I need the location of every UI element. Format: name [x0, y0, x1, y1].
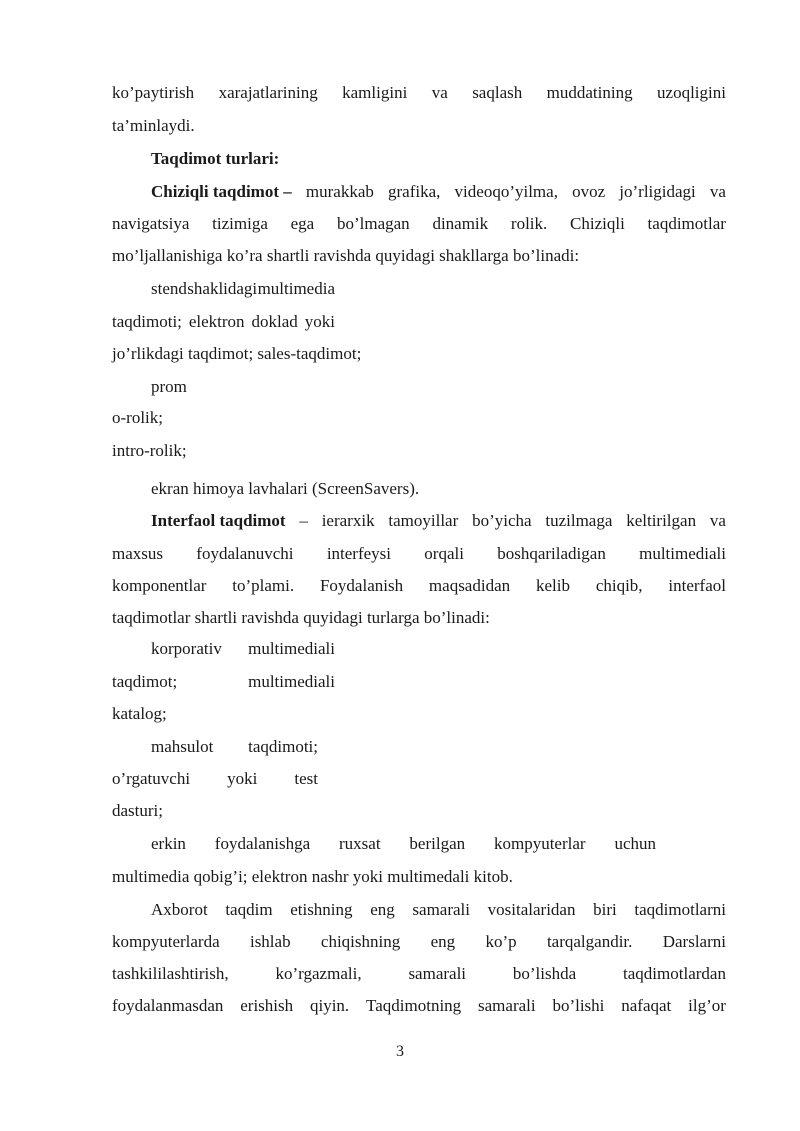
word: elektron — [188, 312, 245, 331]
word: taqdimotlar — [647, 214, 726, 233]
word: tuzilmaga — [545, 511, 613, 530]
word: Darslarni — [662, 932, 726, 951]
word: mahsulot — [151, 737, 214, 756]
word: muddatining — [546, 83, 633, 102]
word: xarajatlarining — [218, 83, 318, 102]
word: eng — [430, 932, 456, 951]
word: uchun — [614, 834, 656, 853]
word: taqdimotlarni — [634, 900, 726, 919]
word: multimedia — [257, 279, 335, 298]
word: nafaqat — [621, 996, 672, 1015]
word: taqdimoti; — [112, 312, 182, 331]
word: kamligini — [342, 83, 408, 102]
word: dinamik — [432, 214, 489, 233]
word: multimediali — [248, 639, 335, 658]
text-line — [112, 82, 726, 104]
text-line: taqdimotlar shartli ravishda quyidagi turlarga bo’linadi: — [112, 608, 490, 627]
word: samarali — [408, 964, 467, 983]
word: test — [294, 769, 318, 788]
word: ko’paytirish — [112, 83, 195, 102]
word: uzoqligini — [657, 83, 726, 102]
word: Foydalanish — [319, 576, 404, 595]
word: berilgan — [409, 834, 466, 853]
list-item — [151, 736, 318, 758]
word: ierarxik — [321, 511, 375, 530]
word: erkin — [151, 834, 186, 853]
list-item: intro-rolik; — [112, 441, 187, 460]
word: tizimiga — [212, 214, 268, 233]
word: vositalaridan — [487, 900, 576, 919]
word: etishning — [290, 900, 353, 919]
word: kelib — [535, 576, 570, 595]
word: to’plami. — [232, 576, 295, 595]
word: tamoyillar — [388, 511, 459, 530]
word: samarali — [478, 996, 536, 1015]
section-heading: Taqdimot turlari: — [151, 149, 280, 168]
text-line — [112, 575, 726, 597]
text-line — [112, 543, 726, 565]
word: videoqo’yilma, — [454, 182, 558, 201]
word: eng — [370, 900, 395, 919]
list-item: multimedia qobig’i; elektron nashr yoki multimedali kitob. — [112, 867, 513, 886]
word: va — [709, 182, 726, 201]
word: Axborot — [151, 900, 208, 919]
word: rolik. — [510, 214, 548, 233]
word: tashkililashtirish, — [112, 964, 229, 983]
word: keltirilgan — [626, 511, 697, 530]
text-line — [112, 963, 726, 985]
list-item: prom — [151, 377, 187, 396]
word: maxsus — [112, 544, 163, 563]
word: ruxsat — [339, 834, 381, 853]
word: bo’yicha — [472, 511, 532, 530]
list-item: dasturi; — [112, 801, 163, 820]
page-number: 3 — [396, 1043, 404, 1060]
list-item — [151, 278, 335, 300]
word: maqsadidan — [428, 576, 511, 595]
word: va — [709, 511, 726, 530]
word: bo’lishda — [512, 964, 577, 983]
list-item: katalog; — [112, 704, 167, 723]
word: jo’rligidagi — [619, 182, 696, 201]
word: chiqib, — [595, 576, 643, 595]
word: – — [299, 511, 308, 530]
word: kompyuterlarda — [112, 932, 220, 951]
term-interactive: Interfaol taqdimot — [151, 511, 286, 530]
word: taqdim — [225, 900, 273, 919]
word: foydalanmasdan — [112, 996, 224, 1015]
term-linear: Chiziqli taqdimot – — [151, 182, 292, 201]
text-line — [112, 995, 726, 1017]
word: erishish — [240, 996, 294, 1015]
text-line — [151, 510, 726, 532]
list-item: o-rolik; — [112, 408, 163, 427]
word: multimediali — [639, 544, 726, 563]
word: qiyin. — [309, 996, 350, 1015]
list-item — [151, 638, 335, 660]
list-item — [112, 671, 335, 693]
word: interfeysi — [326, 544, 392, 563]
word: yoki — [227, 769, 258, 788]
text-line: ta’minlaydi. — [112, 116, 195, 135]
list-item: jo’rlikdagi taqdimot; sales-taqdimot; — [112, 344, 362, 363]
word: ishlab — [249, 932, 291, 951]
list-item — [112, 311, 335, 333]
text-line — [112, 931, 726, 953]
word: samarali — [412, 900, 470, 919]
word: interfaol — [668, 576, 726, 595]
word: taqdimot; — [112, 672, 178, 691]
word: tarqalgandir. — [546, 932, 633, 951]
word: doklad — [251, 312, 298, 331]
word: va — [431, 83, 448, 102]
text-line — [151, 181, 726, 203]
word: grafika, — [388, 182, 441, 201]
word: taqdimoti; — [248, 737, 318, 756]
word: Taqdimotning — [366, 996, 462, 1015]
word: kompyuterlar — [493, 834, 586, 853]
word: chiqishning — [320, 932, 401, 951]
word: ko’p — [485, 932, 517, 951]
word: orqali — [424, 544, 464, 563]
word: ilg’or — [688, 996, 726, 1015]
word: ovoz — [572, 182, 606, 201]
list-item — [112, 768, 318, 790]
text-line: mo’ljallanishiga ko’ra shartli ravishda quyidagi shakllarga bo’linadi: — [112, 246, 580, 265]
list-item — [151, 833, 656, 855]
word: komponentlar — [112, 576, 207, 595]
word: yoki — [304, 312, 335, 331]
word: Chiziqli — [570, 214, 625, 233]
word: biri — [593, 900, 617, 919]
word: o’rgatuvchi — [112, 769, 191, 788]
word: bo’lishi — [552, 996, 605, 1015]
word: foydalanishga — [214, 834, 311, 853]
word: ega — [290, 214, 315, 233]
list-item: ekran himoya lavhalari (ScreenSavers). — [151, 479, 420, 498]
text-line — [151, 899, 726, 921]
word: stend — [151, 279, 187, 298]
word: shaklidagi — [187, 279, 258, 298]
text-line — [112, 213, 726, 235]
word: navigatsiya — [112, 214, 190, 233]
word: korporativ — [151, 639, 222, 658]
word: foydalanuvchi — [196, 544, 294, 563]
word: ko’rgazmali, — [275, 964, 362, 983]
word: boshqariladigan — [497, 544, 606, 563]
word: taqdimotlardan — [623, 964, 726, 983]
word: multimediali — [248, 672, 335, 691]
word: murakkab — [305, 182, 374, 201]
word: saqlash — [472, 83, 523, 102]
word: bo’lmagan — [336, 214, 410, 233]
